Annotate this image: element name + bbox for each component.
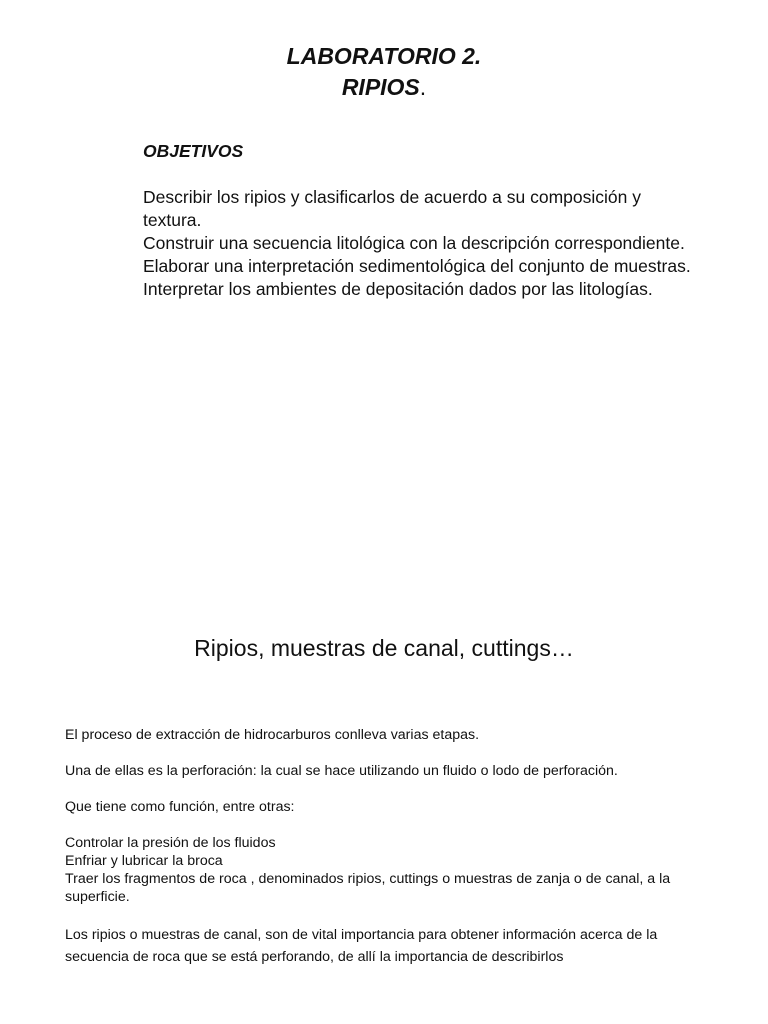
title-line-1: LABORATORIO 2. [286, 43, 482, 69]
objective-item: Elaborar una interpretación sedimentológica del conjunto de muestras. [143, 256, 691, 276]
function-item: Traer los fragmentos de roca , denominados ripios, cuttings o muestras de zanja o de canal, a la superficie. [65, 871, 671, 905]
objective-item: Describir los ripios y clasificarlos de acuerdo a su composición y textura. [143, 187, 641, 230]
functions-list [65, 834, 715, 906]
body-section [65, 726, 715, 968]
document-title [0, 41, 768, 103]
title-line-2 [0, 72, 768, 103]
objective-item: Interpretar los ambientes de depositación dados por las litologías. [143, 279, 653, 299]
section-subtitle: Ripios, muestras de canal, cuttings… [194, 635, 574, 661]
title-period: . [419, 74, 427, 100]
objective-item: Construir una secuencia litológica con la descripción correspondiente. [143, 233, 685, 253]
paragraph-drilling: Una de ellas es la perforación: la cual se hace utilizando un fluido o lodo de perforación. [65, 763, 618, 779]
paragraph-extraction: El proceso de extracción de hidrocarburos conlleva varias etapas. [65, 727, 480, 743]
function-item: Controlar la presión de los fluidos [65, 835, 276, 851]
paragraph-functions-intro: Que tiene como función, entre otras: [65, 799, 295, 815]
title-ripios: RIPIOS [341, 74, 420, 100]
paragraph-importance: Los ripios o muestras de canal, son de vital importancia para obtener información acerca de la secuencia de roca que se está perforando, de allí la importancia de describirlos [65, 927, 658, 965]
objectives-section [143, 140, 703, 301]
function-item: Enfriar y lubricar la broca [65, 853, 223, 869]
objectives-heading: OBJETIVOS [143, 141, 244, 161]
